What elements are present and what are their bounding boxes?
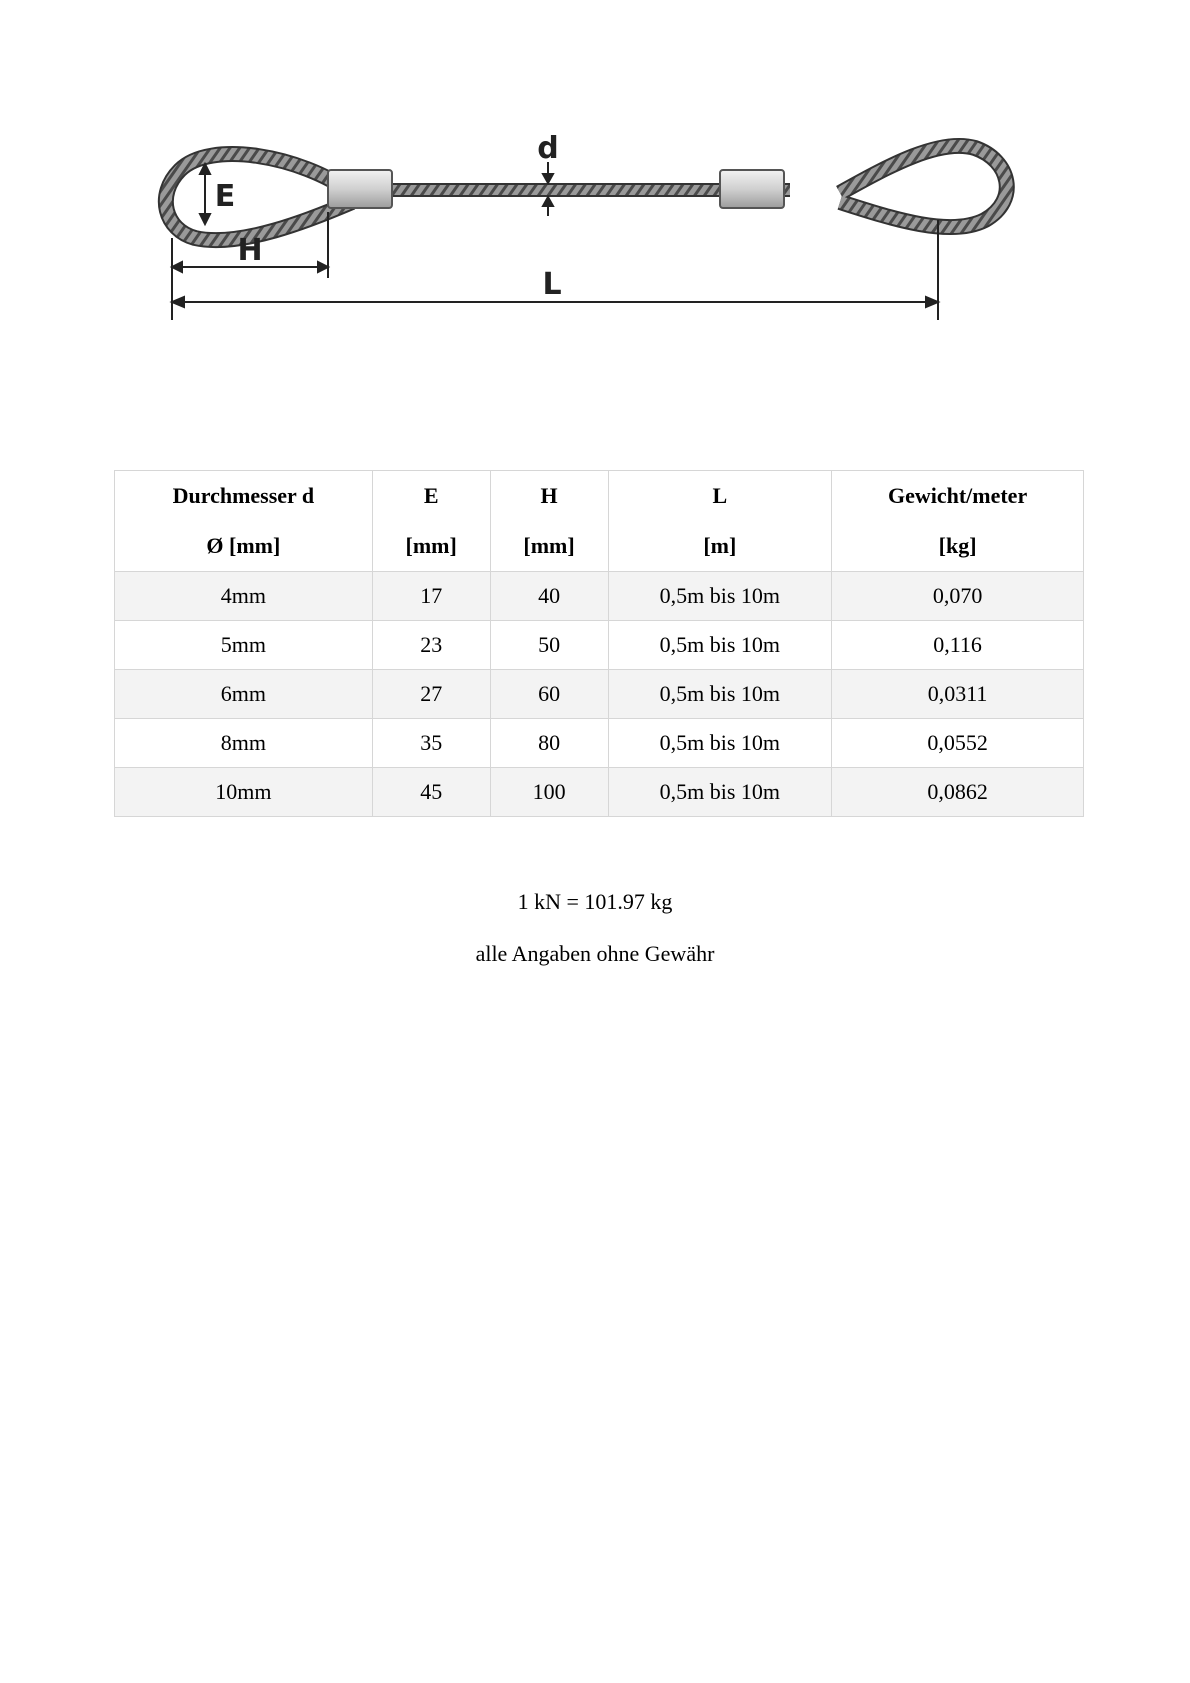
table-row xyxy=(115,621,1084,670)
header-h: H [mm] xyxy=(490,471,608,572)
cell-e: 27 xyxy=(372,670,490,719)
header-diameter: Durchmesser d Ø [mm] xyxy=(115,471,373,572)
d-label: d xyxy=(537,131,559,166)
header-e: E [mm] xyxy=(372,471,490,572)
cell-l: 0,5m bis 10m xyxy=(608,670,832,719)
disclaimer-note: alle Angaben ohne Gewähr xyxy=(475,941,715,966)
cell-weight: 0,0552 xyxy=(832,719,1084,768)
cell-diameter: 5mm xyxy=(115,621,373,670)
table-row xyxy=(115,768,1084,817)
cell-diameter: 4mm xyxy=(115,572,373,621)
h-label: H xyxy=(237,233,263,268)
cell-weight: 0,0311 xyxy=(832,670,1084,719)
table-row xyxy=(115,719,1084,768)
wire-rope-sling-diagram xyxy=(150,120,1050,360)
right-eye-loop xyxy=(840,146,1007,227)
table-row xyxy=(115,572,1084,621)
cell-h: 40 xyxy=(490,572,608,621)
e-label: E xyxy=(214,179,236,214)
table-row xyxy=(115,670,1084,719)
cell-weight: 0,0862 xyxy=(832,768,1084,817)
notes xyxy=(0,888,1190,992)
cell-l: 0,5m bis 10m xyxy=(608,572,832,621)
cell-weight: 0,070 xyxy=(832,572,1084,621)
spec-table xyxy=(114,470,1084,817)
l-label: L xyxy=(542,267,562,302)
cell-e: 45 xyxy=(372,768,490,817)
conversion-note: 1 kN = 101.97 kg xyxy=(517,889,673,914)
e-dimension xyxy=(200,164,210,224)
cell-h: 60 xyxy=(490,670,608,719)
table-header-row xyxy=(115,471,1084,572)
cell-diameter: 10mm xyxy=(115,768,373,817)
cell-l: 0,5m bis 10m xyxy=(608,621,832,670)
cell-h: 50 xyxy=(490,621,608,670)
cell-h: 80 xyxy=(490,719,608,768)
header-weight: Gewicht/meter [kg] xyxy=(832,471,1084,572)
cell-l: 0,5m bis 10m xyxy=(608,768,832,817)
cell-e: 35 xyxy=(372,719,490,768)
cell-h: 100 xyxy=(490,768,608,817)
left-eye-loop xyxy=(166,154,352,240)
cell-l: 0,5m bis 10m xyxy=(608,719,832,768)
right-ferrule xyxy=(720,170,784,208)
cell-diameter: 6mm xyxy=(115,670,373,719)
left-ferrule xyxy=(328,170,392,208)
header-l: L [m] xyxy=(608,471,832,572)
cell-e: 17 xyxy=(372,572,490,621)
cell-e: 23 xyxy=(372,621,490,670)
cell-weight: 0,116 xyxy=(832,621,1084,670)
cell-diameter: 8mm xyxy=(115,719,373,768)
